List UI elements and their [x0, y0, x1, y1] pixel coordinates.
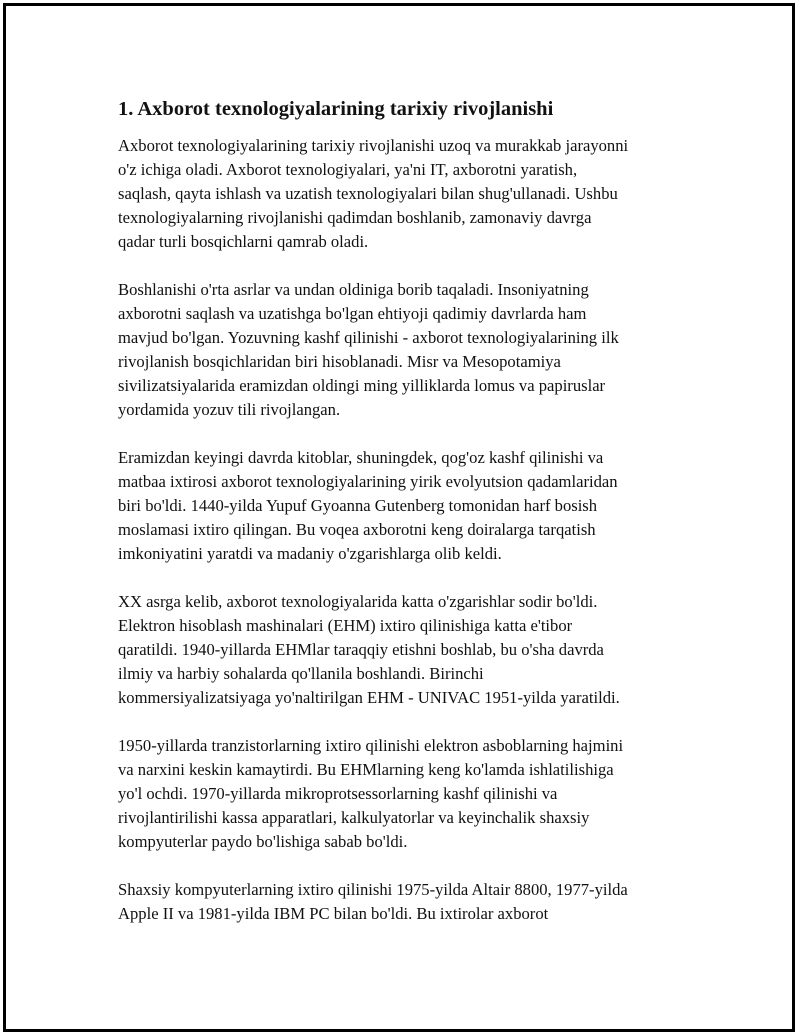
text-line: qadar turli bosqichlarni qamrab oladi. — [118, 232, 369, 251]
paragraph-3 — [118, 446, 698, 566]
section-heading: 1. Axborot texnologiyalarining tarixiy rivojlanishi — [118, 98, 554, 120]
text-line: o'z ichiga oladi. Axborot texnologiyalari, ya'ni IT, axborotni yaratish, — [118, 160, 578, 179]
paragraph-6 — [118, 878, 698, 926]
text-line: Boshlanishi o'rta asrlar va undan oldiniga borib taqaladi. Insoniyatning — [118, 280, 589, 299]
text-line: yo'l ochdi. 1970-yillarda mikroprotsessorlarning kashf qilinishi va — [118, 784, 558, 803]
paragraph-1 — [118, 134, 698, 254]
text-line: rivojlanish bosqichlaridan biri hisoblanadi. Misr va Mesopotamiya — [118, 352, 561, 371]
text-line: mavjud bo'lgan. Yozuvning kashf qilinishi - axborot texnologiyalarining ilk — [118, 328, 619, 347]
text-line: texnologiyalarning rivojlanishi qadimdan boshlanib, zamonaviy davrga — [118, 208, 592, 227]
text-line: qaratildi. 1940-yillarda EHMlar taraqqiy etishni boshlab, bu o'sha davrda — [118, 640, 604, 659]
text-line: matbaa ixtirosi axborot texnologiyalarining yirik evolyutsion qadamlaridan — [118, 472, 618, 491]
text-line: moslamasi ixtiro qilingan. Bu voqea axborotni keng doiralarga tarqatish — [118, 520, 596, 539]
paragraph-4 — [118, 590, 698, 710]
text-line: sivilizatsiyalarida eramizdan oldingi ming yilliklarda lomus va papiruslar — [118, 376, 606, 395]
text-line: imkoniyatini yaratdi va madaniy o'zgarishlarga olib keldi. — [118, 544, 502, 563]
text-line: 1950-yillarda tranzistorlarning ixtiro qilinishi elektron asboblarning hajmini — [118, 736, 624, 755]
text-line: va narxini keskin kamaytirdi. Bu EHMlarning keng ko'lamda ishlatilishiga — [118, 760, 614, 779]
text-line: Axborot texnologiyalarining tarixiy rivojlanishi uzoq va murakkab jarayonni — [118, 136, 629, 155]
document-body — [118, 96, 698, 950]
text-line: ilmiy va harbiy sohalarda qo'llanila boshlandi. Birinchi — [118, 664, 484, 683]
text-line: saqlash, qayta ishlash va uzatish texnologiyalari bilan shug'ullanadi. Ushbu — [118, 184, 618, 203]
text-line: kommersiyalizatsiyaga yo'naltirilgan EHM - UNIVAC 1951-yilda yaratildi. — [118, 688, 620, 707]
text-line: Shaxsiy kompyuterlarning ixtiro qilinishi 1975-yilda Altair 8800, 1977-yilda — [118, 880, 628, 899]
text-line: axborotni saqlash va uzatishga bo'lgan ehtiyoji qadimiy davrlarda ham — [118, 304, 587, 323]
text-line: yordamida yozuv tili rivojlangan. — [118, 400, 341, 419]
text-line: biri bo'ldi. 1440-yilda Yupuf Gyoanna Gutenberg tomonidan harf bosish — [118, 496, 598, 515]
paragraph-5 — [118, 734, 698, 854]
text-line: kompyuterlar paydo bo'lishiga sabab bo'ldi. — [118, 832, 408, 851]
text-line: rivojlantirilishi kassa apparatlari, kalkulyatorlar va keyinchalik shaxsiy — [118, 808, 590, 827]
paragraph-2 — [118, 278, 698, 422]
text-line: Eramizdan keyingi davrda kitoblar, shuningdek, qog'oz kashf qilinishi va — [118, 448, 604, 467]
text-line: Elektron hisoblash mashinalari (EHM) ixtiro qilinishiga katta e'tibor — [118, 616, 573, 635]
text-line: Apple II va 1981-yilda IBM PC bilan bo'ldi. Bu ixtirolar axborot — [118, 904, 549, 923]
text-line: XX asrga kelib, axborot texnologiyalarida katta o'zgarishlar sodir bo'ldi. — [118, 592, 598, 611]
